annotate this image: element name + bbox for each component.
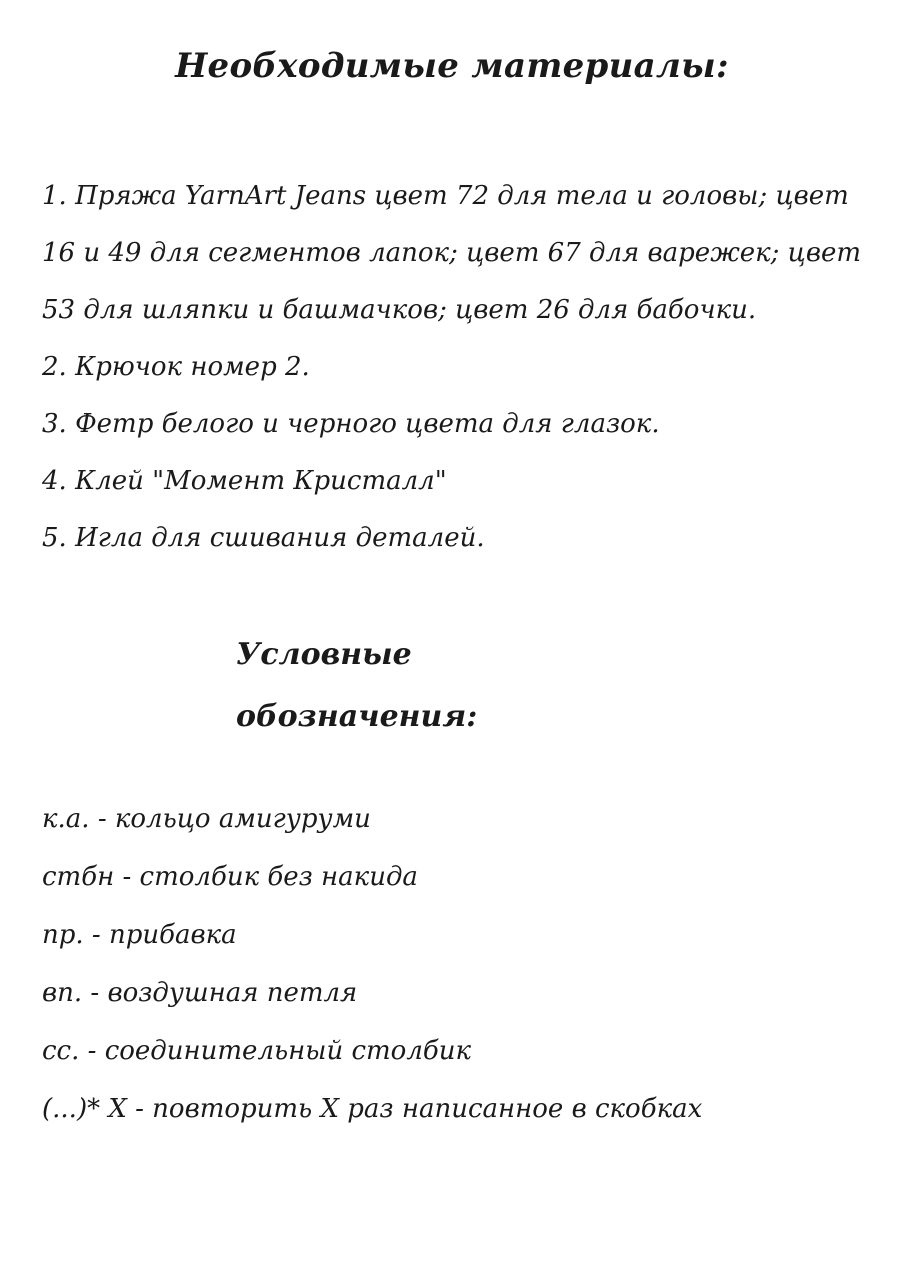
abbreviations-heading-line1: Условные: [236, 637, 412, 672]
abbreviation-item: (...)* Х - повторить Х раз написанное в скобках: [42, 1094, 703, 1124]
materials-line: 5. Игла для сшивания деталей.: [42, 523, 485, 553]
materials-list: [42, 168, 872, 567]
materials-line: 4. Клей "Момент Кристалл": [42, 466, 447, 496]
abbreviation-item: стбн - столбик без накида: [42, 862, 418, 892]
abbreviation-item: вп. - воздушная петля: [42, 978, 358, 1008]
abbreviations-list: [42, 790, 872, 1138]
abbreviation-item: к.а. - кольцо амигуруми: [42, 804, 371, 834]
page-title: Необходимые материалы:: [175, 46, 729, 86]
materials-line: 16 и 49 для сегментов лапок; цвет 67 для варежек; цвет: [42, 238, 861, 268]
abbreviation-item: пр. - прибавка: [42, 920, 237, 950]
abbreviations-heading: [236, 624, 477, 748]
materials-line: 3. Фетр белого и черного цвета для глазок.: [42, 409, 660, 439]
materials-line: 53 для шляпки и башмачков; цвет 26 для бабочки.: [42, 295, 757, 325]
abbreviation-item: сс. - соединительный столбик: [42, 1036, 472, 1066]
materials-line: 1. Пряжа YarnArt Jeans цвет 72 для тела и головы; цвет: [42, 181, 849, 211]
abbreviations-heading-line2: обозначения:: [236, 699, 478, 734]
materials-line: 2. Крючок номер 2.: [42, 352, 310, 382]
